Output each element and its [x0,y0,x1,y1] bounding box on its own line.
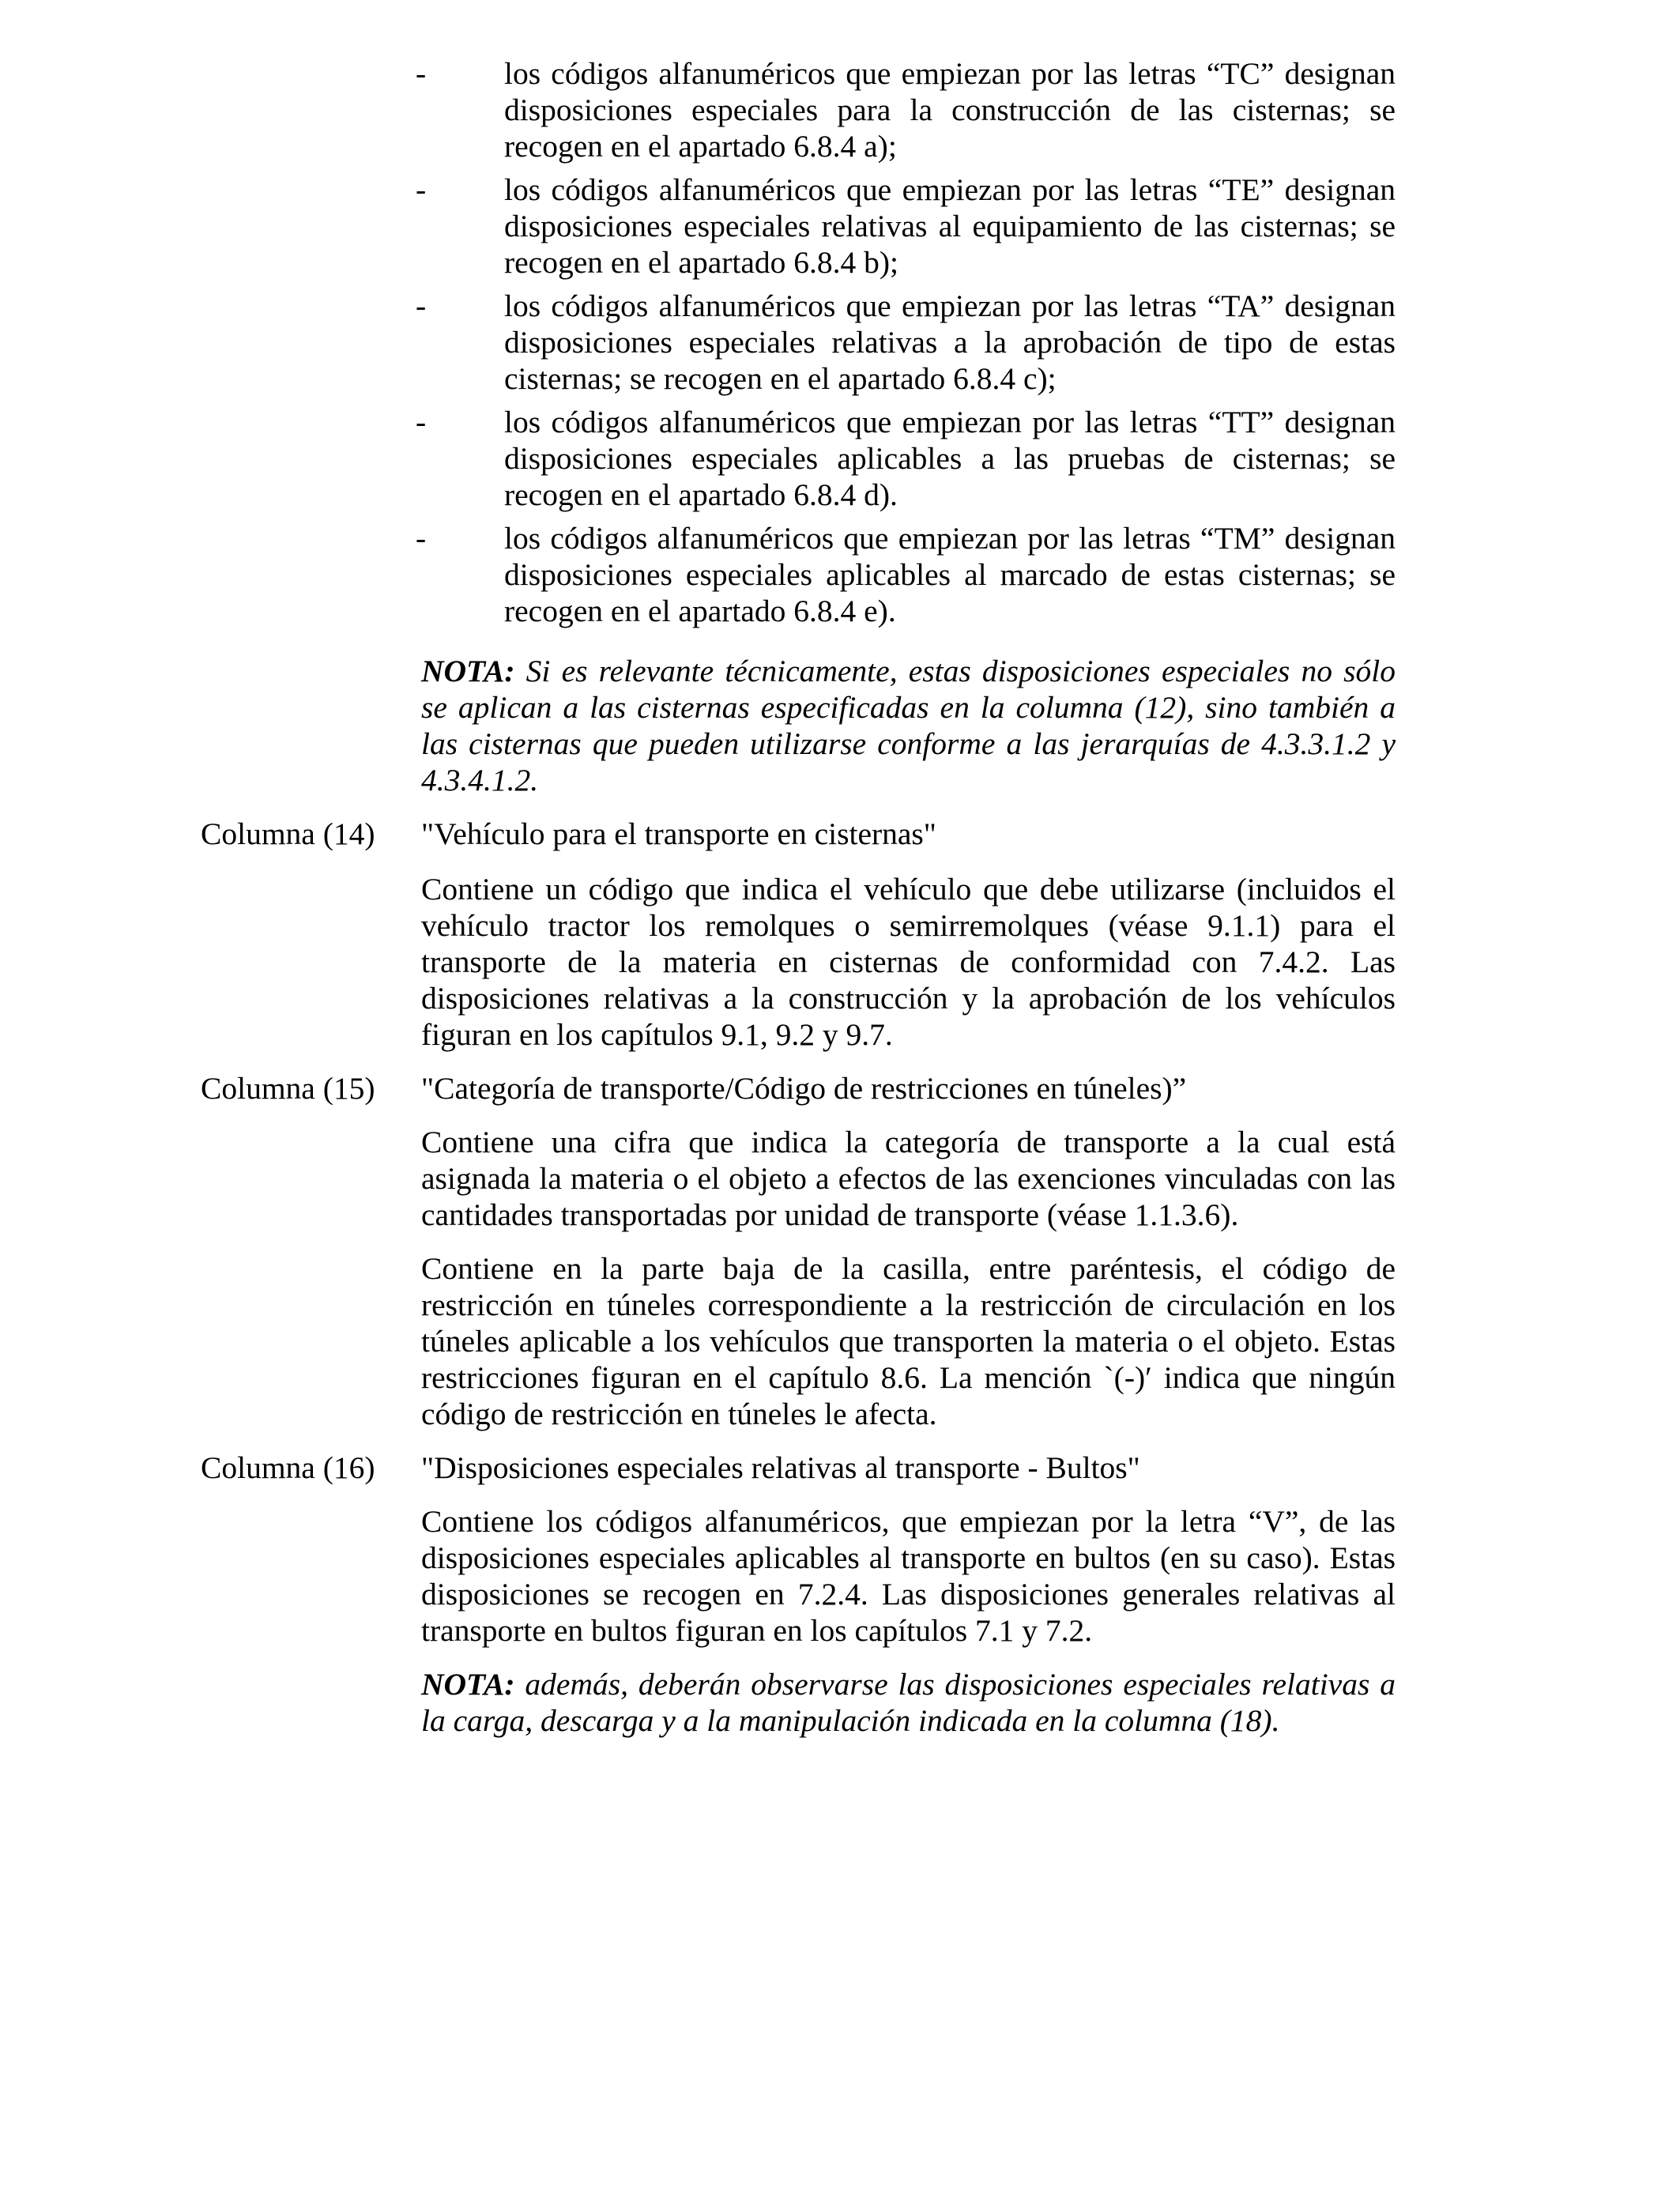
list-dash: - [416,288,427,323]
column-16-title: "Disposiciones especiales relativas al transporte - Bultos" [421,1450,1140,1485]
list-item-text: los códigos alfanuméricos que empiezan por las letras “TE” designan disposiciones especiales relativas al equipamiento de las cisternas; se recogen en el apartado 6.8.4 b); [504,172,1396,280]
note-block [421,653,1396,798]
column-15-paragraph-2: Contiene en la parte baja de la casilla, entre paréntesis, el código de restricción en túneles correspondiente a la restricción de circulación en los túneles aplicable a los vehículos que transporten la materia o el objeto. Estas restricciones figuran en el capítulo 8.6. La mención `(-)′ indica que ningún código de restricción en túneles le afecta. [421,1251,1396,1431]
column-14-paragraph: Contiene un código que indica el vehículo que debe utilizarse (incluidos el vehículo tractor los remolques o semirremolques (véase 9.1.1) para el transporte de la materia en cisternas de conformidad con 7.4.2. Las disposiciones relativas a la construcción y la aprobación de los vehículos figuran en los capítulos 9.1, 9.2 y 9.7. [421,872,1396,1052]
list-dash: - [416,405,427,439]
note-block [421,1666,1396,1739]
note-label: NOTA: [421,1667,515,1702]
list-item [416,404,1396,513]
column-14-label: Columna (14) [201,816,375,851]
note-text: además, deberán observarse las disposiciones especiales relativas a la carga, descarga y a la manipulación indicada en la columna (18). [421,1667,1396,1738]
list-dash: - [416,56,427,91]
column-15-title: "Categoría de transporte/Código de restricciones en túneles)” [421,1071,1187,1106]
list-item [416,288,1396,397]
list-item [416,520,1396,629]
list-dash: - [416,172,427,207]
column-16-label: Columna (16) [201,1450,375,1485]
list-item [416,172,1396,281]
list-item-text: los códigos alfanuméricos que empiezan por las letras “TT” designan disposiciones especiales aplicables a las pruebas de cisternas; se recogen en el apartado 6.8.4 d). [504,405,1396,512]
list-dash: - [416,521,427,556]
bullet-list [416,55,1396,636]
note-label: NOTA: [421,654,515,688]
list-item-text: los códigos alfanuméricos que empiezan por las letras “TA” designan disposiciones especiales relativas a la aprobación de tipo de estas cisternas; se recogen en el apartado 6.8.4 c); [504,288,1396,396]
column-15-paragraph-1: Contiene una cifra que indica la categoría de transporte a la cual está asignada la materia o el objeto a efectos de las exenciones vinculadas con las cantidades transportadas por unidad de transporte (véase 1.1.3.6). [421,1125,1396,1232]
list-item-text: los códigos alfanuméricos que empiezan por las letras “TC” designan disposiciones especiales para la construcción de las cisternas; se recogen en el apartado 6.8.4 a); [504,56,1396,164]
column-15-label: Columna (15) [201,1071,375,1106]
note-text: Si es relevante técnicamente, estas disposiciones especiales no sólo se aplican a las cisternas especificadas en la columna (12), sino también a las cisternas que pueden utilizarse conforme a las jerarquías de 4.3.3.1.2 y 4.3.4.1.2. [421,654,1396,797]
column-14-title: "Vehículo para el transporte en cisternas" [421,816,936,851]
list-item [416,55,1396,164]
column-16-paragraph: Contiene los códigos alfanuméricos, que empiezan por la letra “V”, de las disposiciones especiales aplicables al transporte en bultos (en su caso). Estas disposiciones se recogen en 7.2.4. Las disposiciones generales relativas al transporte en bultos figuran en los capítulos 7.1 y 7.2. [421,1504,1396,1648]
list-item-text: los códigos alfanuméricos que empiezan por las letras “TM” designan disposiciones especiales aplicables al marcado de estas cisternas; se recogen en el apartado 6.8.4 e). [504,521,1396,628]
